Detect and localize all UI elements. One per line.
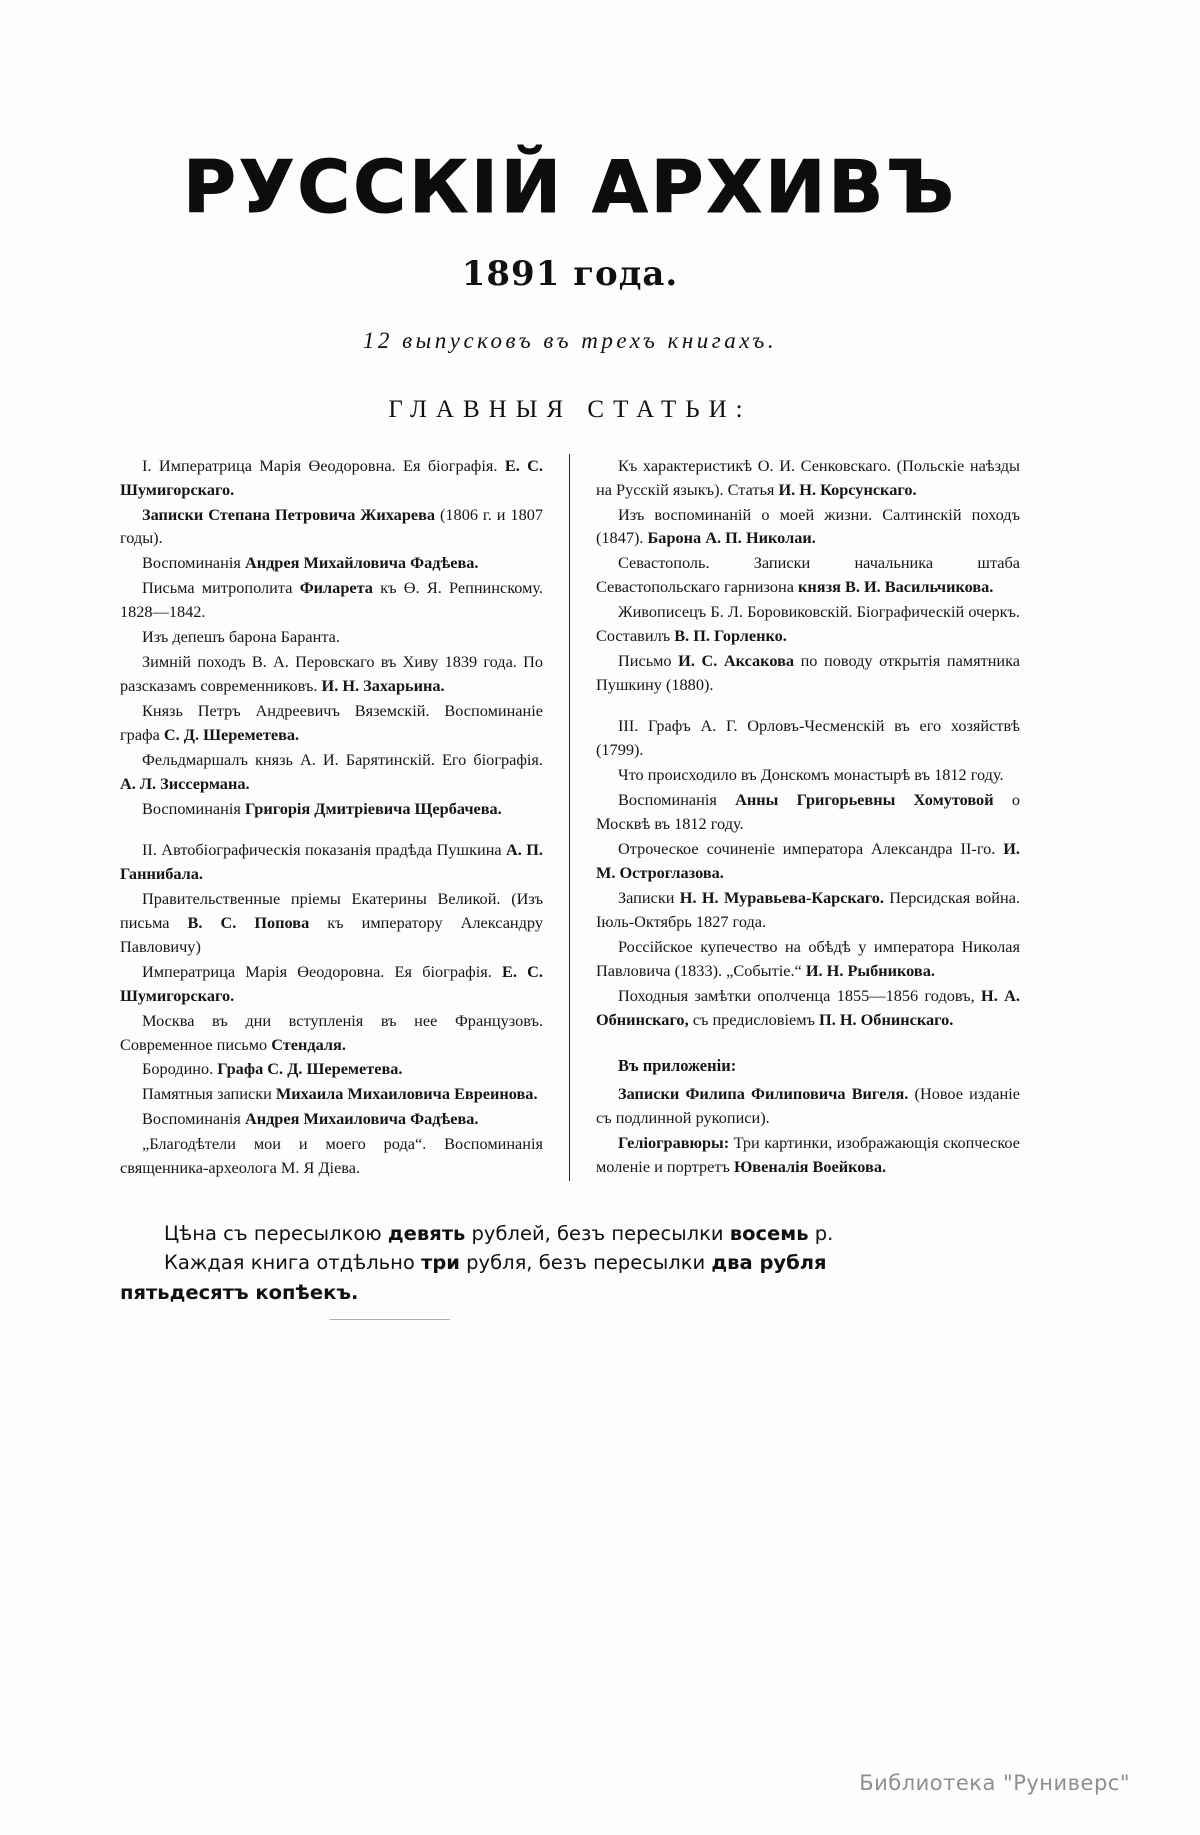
article-entry: Воспоминанія Андрея Михайловича Фадѣева. (142, 553, 479, 573)
article-entry: Фельдмаршалъ князь А. И. Барятинскій. Его біографія. А. Л. Зиссермана. (120, 750, 543, 793)
article-entry: Императрица Марія Өеодоровна. Ея біографія. Е. С. Шумигорскаго. (120, 961, 543, 1005)
issue-subtitle: 12 выпусковъ въ трехъ книгахъ. (362, 327, 778, 353)
article-entry: Что происходило въ Донскомъ монастырѣ въ 1812 году. (618, 765, 1004, 785)
article-entry: Воспоминанія Андрея Михаиловича Фадѣева. (142, 1109, 479, 1129)
article-entry: Севастополь. Записки начальника штаба Севастопольскаго гарнизона князя В. И. Васильчикова. (596, 553, 1020, 597)
article-entry: II. Автобіографическія показанія прадѣда Пушкина А. П. Ганнибала. (120, 839, 543, 883)
article-entry: „Благодѣтели мои и моего рода“. Воспоминанія священника-археолога М. Я Діева. (120, 1134, 543, 1178)
article-entry: Бородино. Графа С. Д. Шереметева. (142, 1059, 403, 1079)
page-content (120, 145, 1021, 1320)
article-entry: I. Императрица Марія Өеодоровна. Ея біографія. Е. С. Шумигорскаго. (120, 455, 543, 499)
appendix-heading: Въ приложеніи: (618, 1055, 737, 1075)
appendix-entry: Геліогравюры: Три картинки, изображающія скопческое моленіе и портретъ Ювеналія Воейкова. (596, 1132, 1020, 1176)
article-entry: Правительственные пріемы Екатерины Великой. (Изъ письма В. С. Попова къ императору Александру Павловичу) (120, 888, 543, 956)
publication-year: 1891 года. (461, 253, 679, 294)
article-entry: Отроческое сочиненіе императора Александра II-го. И. М. Остроглазова. (596, 838, 1020, 882)
appendix-entry: Записки Филипа Филиповича Вигеля. (Новое изданіе съ подлинной рукописи). (596, 1083, 1020, 1127)
article-entry: Москва въ дни вступленія въ нее Французовъ. Современное письмо Стендаля. (120, 1010, 543, 1054)
right-column (570, 454, 1020, 1180)
article-entry: Князь Петръ Андреевичъ Вяземскій. Воспоминаніе графа С. Д. Шереметева. (120, 701, 543, 745)
article-entry: Къ характеристикѣ О. И. Сенковскаго. (Польскіе наѣзды на Русскій языкъ). Статья И. Н. Корсунскаго. (596, 455, 1020, 499)
article-entry: Зимній походъ В. А. Перовскаго въ Хиву 1839 года. По разсказамъ современниковъ. И. Н. Захарьина. (120, 652, 543, 696)
page-title: РУССКІЙ АРХИВЪ (183, 145, 957, 229)
article-entry: Россійское купечество на обѣдѣ у императора Николая Павловича (1833). „Событіе.“ И. Н. Рыбникова. (596, 936, 1020, 980)
column-gap (596, 698, 1020, 714)
article-entry: Записки Н. Н. Муравьева-Карскаго. Персидская война. Іюль-Октябрь 1827 года. (596, 887, 1020, 931)
article-entry: Воспоминанія Анны Григорьевны Хомутовой о Москвѣ въ 1812 году. (596, 789, 1020, 833)
section-heading: ГЛАВНЫЯ СТАТЬИ: (388, 395, 752, 423)
article-entry: Письмо И. С. Аксакова по поводу открытія памятника Пушкину (1880). (596, 651, 1021, 695)
article-entry: Памятныя записки Михаила Михаиловича Евреинова. (142, 1084, 538, 1104)
price-line-2: Каждая книга отдѣльно три рубля, безъ пересылки два рубля (164, 1251, 827, 1275)
library-watermark: Библиотека "Руниверс" (859, 1771, 1130, 1795)
two-column-body (120, 454, 1020, 1182)
article-entry: Воспоминанія Григорія Дмитріевича Щербачева. (142, 798, 502, 818)
article-entry: Письма митрополита Филарета къ Ө. Я. Репнинскому. 1828—1842. (120, 578, 544, 622)
price-line-3: пятьдесятъ копѣекъ. (120, 1280, 359, 1304)
left-column (120, 454, 570, 1182)
divider-rule (330, 1319, 450, 1320)
article-entry: Живописецъ Б. Л. Боровиковскій. Біографическій очеркъ. Составилъ В. П. Горленко. (596, 602, 1020, 646)
article-entry: Походныя замѣтки ополченца 1855—1856 годовъ, Н. А. Обнинскаго, съ предисловіемъ П. Н. Обнинскаго. (596, 985, 1020, 1029)
article-entry: Изъ воспоминаній о моей жизни. Салтинскій походъ (1847). Барона А. П. Николаи. (596, 504, 1020, 548)
column-gap (120, 822, 543, 838)
price-note (120, 1219, 1020, 1320)
article-entry: Записки Степана Петровича Жихарева (1806 г. и 1807 годы). (120, 504, 543, 548)
article-entry: Изъ депешъ барона Баранта. (142, 627, 340, 647)
price-line-1: Цѣна съ пересылкою девять рублей, безъ пересылки восемь р. (164, 1222, 834, 1246)
article-entry: III. Графъ А. Г. Орловъ-Чесменскій въ его хозяйствѣ (1799). (596, 716, 1020, 760)
